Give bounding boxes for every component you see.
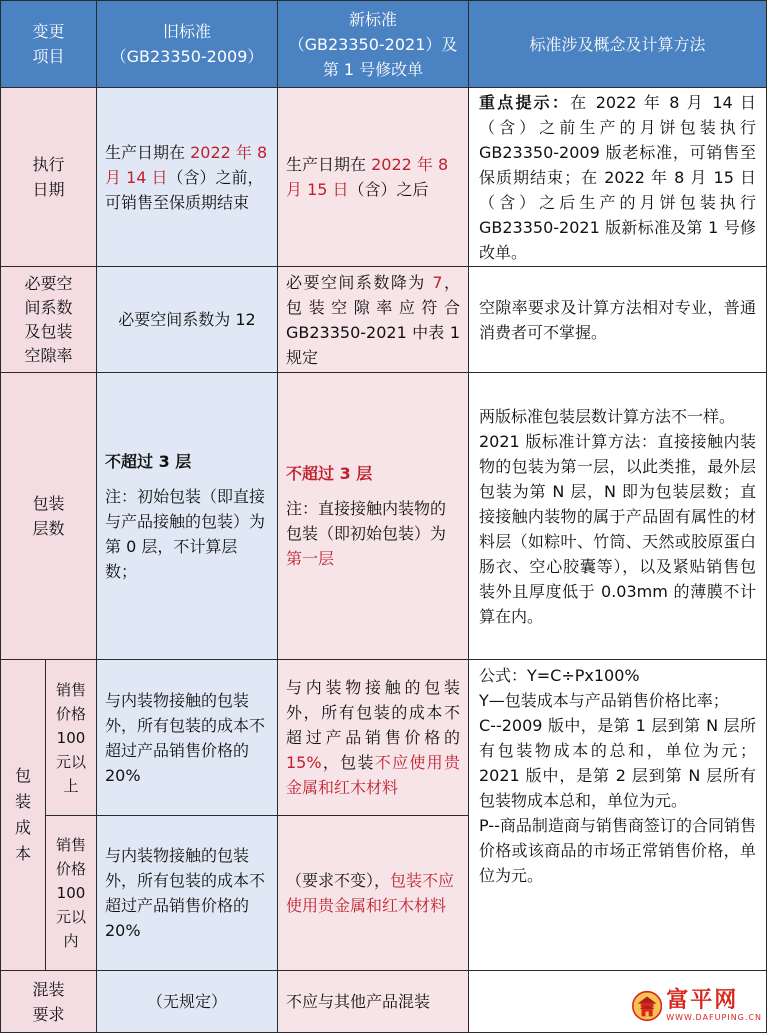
header-item [0, 0, 97, 88]
header-new-text: 新标准 （GB23350-2021）及 第 1 号修改单 [288, 9, 458, 79]
layers-method-intro: 两版标准包装层数计算方法不一样。 [479, 406, 736, 426]
exec-new-post: （含）之后 [348, 180, 429, 199]
layers-method-content [479, 404, 756, 629]
cost-method-content [479, 662, 756, 888]
exec-old-post: （含）之前，可销售至保质期结束 [105, 167, 264, 212]
exec-new-text [286, 152, 460, 202]
mixed-label-text: 混装 要求 [32, 979, 65, 1024]
exec-label-text: 执行 日期 [32, 155, 65, 199]
cost-above-label [45, 659, 97, 816]
header-method [468, 0, 767, 88]
layers-old-limit: 不超过 3 层 [105, 451, 192, 471]
cost-above-new-percent: 15% [286, 753, 322, 772]
space-method-text: 空隙率要求及计算方法相对专业，普通消费者可不掌握。 [479, 297, 756, 342]
header-method-text: 标准涉及概念及计算方法 [529, 34, 706, 54]
space-method [468, 266, 767, 373]
header-new-standard [277, 0, 469, 88]
exec-method-body: 在 2022 年 8 月 14 日（含）之前生产的月饼包装执行 GB23350-2009 版老标准，可销售至保质期结束；在 2022 年 8 月 15 日（含）之后生产的月饼包装执行 GB23350-2021 版新标准及第 1 号修改单。 [479, 92, 756, 262]
layers-label-text: 包装 层数 [32, 494, 65, 538]
exec-method-text [479, 90, 756, 265]
cost-above-new-text [286, 675, 460, 800]
cost-below-label [45, 815, 97, 971]
space-old [96, 266, 278, 373]
space-new-value: 7 [432, 272, 443, 292]
row-label-exec-date [0, 87, 97, 267]
cost-above-new-material: 不应使用贵金属和红木材料 [286, 753, 460, 797]
header-item-text: 变更 项目 [32, 22, 65, 66]
space-new-text [286, 270, 460, 370]
cost-above-new-pre: 与内装物接触的包装外，所有包装的成本不超过产品销售价格的 [286, 678, 460, 747]
layers-method-detail: 2021 版标准计算方法：直接接触内装物的包装为第一层，以此类推，最外层包装为第 N 层，N 即为包装层数；直接接触内装物的属于产品固有属性的材料层（如粽叶、竹筒、天然或胶原蛋白肠衣、空心胶囊等），以及紧贴销售包装外且厚度低于 0.03mm 的薄膜不计算在内。 [479, 431, 756, 626]
row-label-cost [0, 659, 46, 971]
cost-below-new [277, 815, 469, 971]
space-label-text: 必要空 间系数 及包装 空隙率 [24, 273, 73, 365]
cost-label-text: 包 装 成 本 [14, 766, 31, 863]
layers-new [277, 372, 469, 660]
watermark-url: WWW.DAFUPING.CN [666, 1013, 762, 1022]
layers-new-content [286, 461, 460, 571]
mixed-new-text: 不应与其他产品混装 [286, 992, 431, 1011]
cost-method-p: P--商品制造商与销售商签订的合同销售价格或该商品的市场正常销售价格，单位为元。 [479, 816, 756, 885]
space-new-post: ，包装空隙率应符合 GB23350-2021 中表 1 规定 [286, 272, 460, 367]
space-new-pre: 必要空间系数降为 [286, 272, 433, 292]
cost-method-c: C--2009 版中，是第 1 层到第 N 层所有包装物成本的总和，单位为元；2021 版中，是第 2 层到第 N 层所有包装物成本总和，单位为元。 [479, 716, 756, 810]
exec-new [277, 87, 469, 267]
pagoda-icon [632, 986, 662, 1026]
watermark-logo [632, 984, 762, 1028]
cost-below-new-text [286, 868, 460, 918]
row-label-mixed [0, 970, 97, 1033]
header-old-text: 旧标准 （GB23350-2009） [110, 22, 264, 66]
layers-new-note-pre: 注：直接接触内装物的包装（即初始包装）为 [286, 499, 447, 543]
layers-new-limit: 不超过 3 层 [286, 464, 373, 483]
exec-new-pre: 生产日期在 [286, 155, 372, 174]
exec-old-pre: 生产日期在 [105, 142, 191, 162]
layers-old [96, 372, 278, 660]
layers-old-content [105, 449, 269, 584]
row-label-layers [0, 372, 97, 660]
cost-above-old-text: 与内装物接触的包装外，所有包装的成本不超过产品销售价格的 20% [105, 690, 266, 785]
cost-above-new-mid: ，包装 [321, 753, 375, 772]
layers-method [468, 372, 767, 660]
cost-method [468, 659, 767, 971]
cost-below-new-pre: （要求不变）， [286, 871, 391, 890]
layers-new-note [286, 496, 460, 571]
watermark-brand: 富平网 [666, 988, 739, 1013]
cost-below-new-material: 包装不应使用贵金属和红木材料 [286, 871, 455, 915]
row-label-space [0, 266, 97, 373]
space-old-text: 必要空间系数为 12 [118, 310, 256, 329]
watermark-text [666, 989, 762, 1023]
layers-old-note: 注：初始包装（即直接与产品接触的包装）为第 0 层，不计算层数； [105, 486, 266, 581]
cost-above-new [277, 659, 469, 816]
cost-below-old-text: 与内装物接触的包装外，所有包装的成本不超过产品销售价格的 20% [105, 846, 266, 940]
cost-above-old [96, 659, 278, 816]
mixed-old-text: （无规定） [146, 992, 227, 1011]
layers-new-note-first: 第一层 [286, 549, 335, 568]
exec-old-text [105, 140, 269, 215]
exec-method [468, 87, 767, 267]
mixed-new [277, 970, 469, 1033]
header-old-standard [96, 0, 278, 88]
exec-old [96, 87, 278, 267]
exec-old-date: 2022 年 8 月 14 日 [105, 142, 268, 187]
mixed-old [96, 970, 278, 1033]
cost-below-label-text: 销售 价格 100 元以 内 [55, 836, 86, 950]
space-new [277, 266, 469, 373]
cost-above-label-text: 销售 价格 100 元以 上 [55, 680, 86, 795]
cost-method-y: Y—包装成本与产品销售价格比率； [479, 691, 729, 710]
exec-new-date: 2022 年 8 月 15 日 [286, 155, 449, 199]
cost-method-formula: 公式：Y=C÷Px100% [479, 666, 640, 685]
exec-method-emphasis: 重点提示： [479, 92, 571, 112]
cost-below-old [96, 815, 278, 971]
